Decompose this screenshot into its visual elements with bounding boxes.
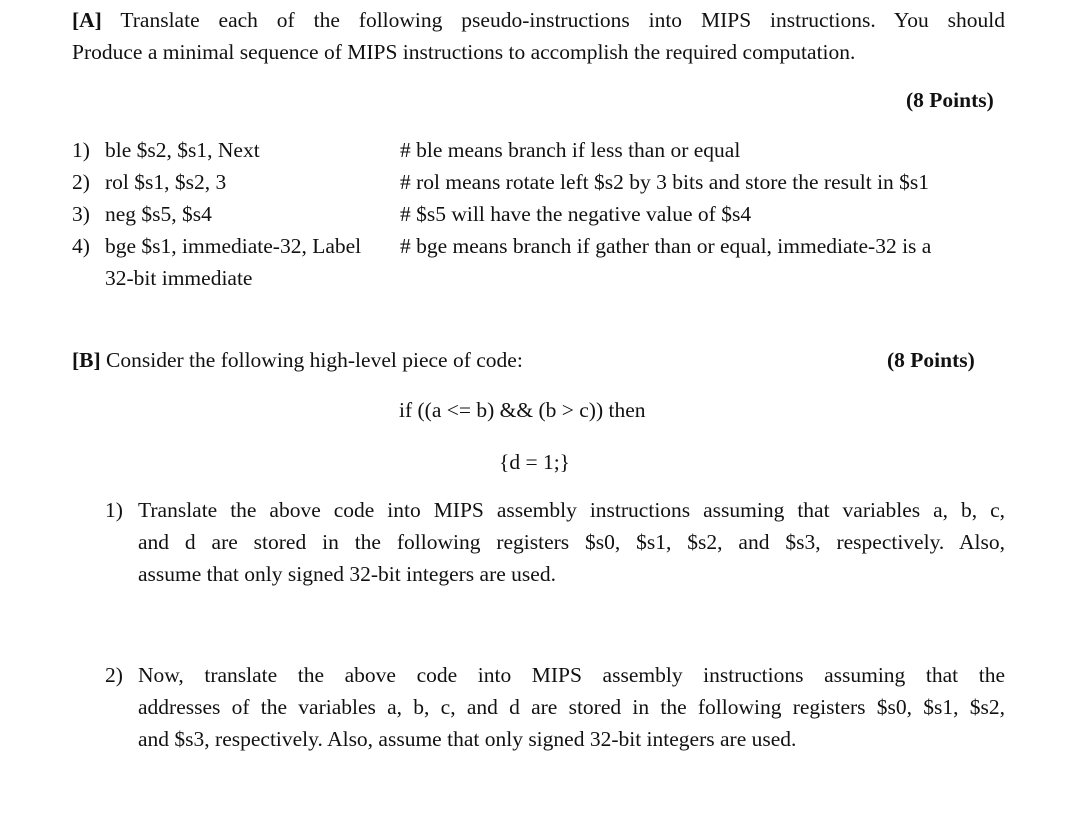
item-number: 3) [72,202,90,226]
question-line: assume that only signed 32-bit integers are used. [138,562,556,586]
question-line: and $s3, respectively. Also, assume that only signed 32-bit integers are used. [138,727,797,751]
part-b-intro: [B] Consider the following high-level piece of code: [72,348,523,372]
item-number: 2) [72,170,90,194]
part-a-points: (8 Points) [906,88,994,112]
question-line: Now, translate the above code into MIPS assembly instructions assuming that the [138,663,1005,687]
part-a-intro-line1: [A] Translate each of the following pseudo-instructions into MIPS instructions. You should [72,8,1005,32]
question-line: and d are stored in the following registers $s0, $s1, $s2, and $s3, respectively. Also, [138,530,1005,554]
question-line: addresses of the variables a, b, c, and d are stored in the following registers $s0, $s1, $s2, [138,695,1005,719]
item-instruction: ble $s2, $s1, Next [105,138,260,162]
item-instruction: bge $s1, immediate-32, Label [105,234,362,258]
part-b-points: (8 Points) [887,348,975,372]
part-b-label: [B] [72,348,101,372]
question-number: 2) [105,663,123,687]
part-a-intro-line2: Produce a minimal sequence of MIPS instructions to accomplish the required computation. [72,40,856,64]
item-comment: # bge means branch if gather than or equal, immediate-32 is a [400,234,932,258]
part-a-label: [A] [72,8,102,32]
code-line-1: if ((a <= b) && (b > c)) then [399,398,646,422]
item-comment: # ble means branch if less than or equal [400,138,741,162]
item-continuation: 32-bit immediate [105,266,253,290]
item-number: 4) [72,234,90,258]
item-comment: # $s5 will have the negative value of $s4 [400,202,752,226]
item-instruction: rol $s1, $s2, 3 [105,170,227,194]
question-line: Translate the above code into MIPS assembly instructions assuming that variables a, b, c, [138,498,1005,522]
item-instruction: neg $s5, $s4 [105,202,212,226]
code-line-2: {d = 1;} [499,450,570,474]
item-comment: # rol means rotate left $s2 by 3 bits and store the result in $s1 [400,170,930,194]
question-number: 1) [105,498,123,522]
item-number: 1) [72,138,90,162]
